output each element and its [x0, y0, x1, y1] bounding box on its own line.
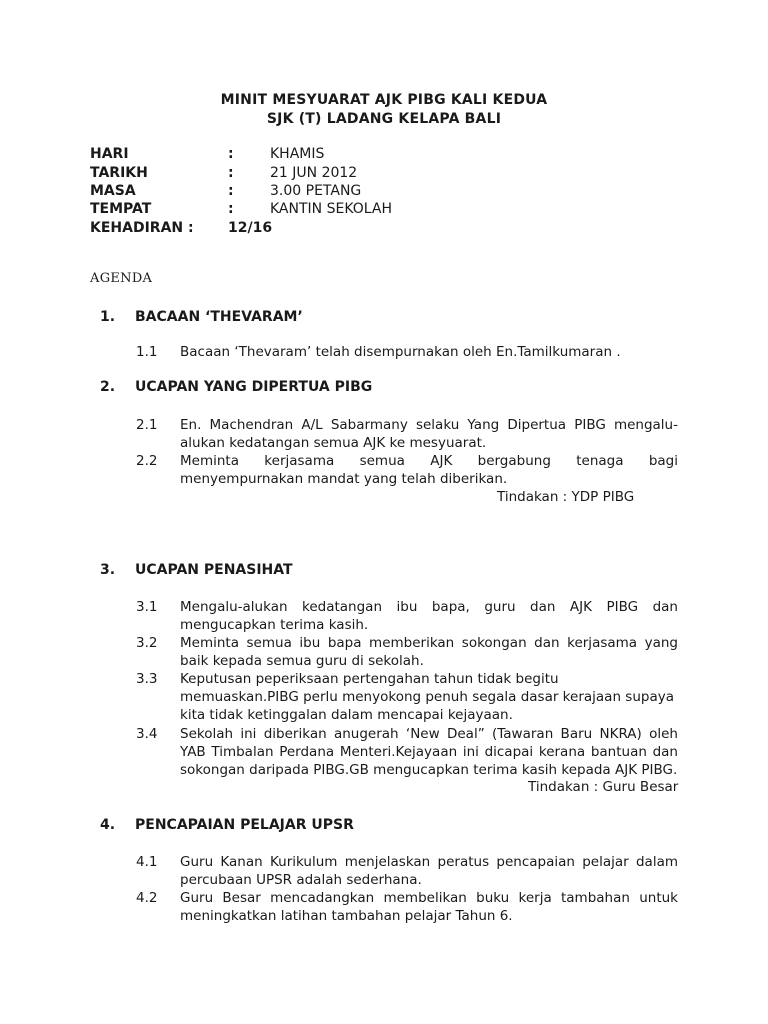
item-text: Guru Besar mencadangkan membelikan buku kerja tambahan untuk meningkatkan latihan tambahan pelajar Tahun 6. [180, 890, 678, 924]
item-text: Meminta kerjasama semua AJK bergabung tenaga bagi menyempurnakan mandat yang telah diberikan. [180, 453, 678, 487]
item-text: Keputusan peperiksaan pertengahan tahun tidak begitu memuaskan.PIBG perlu menyokong penuh segala dasar kerajaan supaya kita tidak ketinggalan dalam mencapai kejayaan. [180, 671, 674, 723]
agenda-label: AGENDA [90, 271, 153, 286]
item-text: Bacaan ‘Thevaram’ telah disempurnakan oleh En.Tamilkumaran . [180, 344, 621, 360]
info-label: KEHADIRAN : [90, 220, 194, 236]
info-value: 12/16 [228, 220, 273, 236]
info-value: KHAMIS [270, 146, 325, 162]
document-subtitle: SJK (T) LADANG KELAPA BALI [266, 111, 502, 127]
section-number: 4. [100, 817, 116, 833]
item-number: 1.1 [136, 344, 158, 360]
info-colon: : [228, 165, 234, 181]
info-value: KANTIN SEKOLAH [270, 201, 392, 217]
item-number: 4.2 [136, 890, 158, 906]
info-value: 3.00 PETANG [270, 183, 362, 199]
section-number: 3. [100, 562, 116, 578]
info-label: MASA [90, 183, 136, 199]
tindakan-note: Tindakan : YDP PIBG [497, 489, 635, 505]
item-text: Meminta semua ibu bapa memberikan sokongan dan kerjasama yang baik kepada semua guru di sekolah. [180, 635, 678, 669]
item-text: Mengalu-alukan kedatangan ibu bapa, guru dan AJK PIBG dan mengucapkan terima kasih. [180, 599, 678, 633]
section-title: BACAAN ‘THEVARAM’ [135, 309, 303, 325]
info-colon: : [228, 201, 234, 217]
item-number: 2.2 [136, 453, 158, 469]
info-colon: : [228, 183, 234, 199]
section-title: UCAPAN YANG DIPERTUA PIBG [135, 379, 373, 395]
section-number: 1. [100, 309, 116, 325]
document-title: MINIT MESYUARAT AJK PIBG KALI KEDUA [220, 92, 548, 108]
item-number: 3.3 [136, 671, 158, 687]
info-label: HARI [90, 146, 129, 162]
item-text: Sekolah ini diberikan anugerah ‘New Deal” (Tawaran Baru NKRA) oleh YAB Timbalan Perdana Menteri.Kejayaan ini dicapai kerana bantuan dan sokongan daripada PIBG.GB mengucapkan terima kasih kepada AJK PIBG. [180, 726, 678, 778]
info-value: 21 JUN 2012 [270, 165, 358, 181]
info-colon: : [228, 146, 234, 162]
item-text: En. Machendran A/L Sabarmany selaku Yang Dipertua PIBG mengalu-alukan kedatangan semua AJK ke mesyuarat. [180, 417, 678, 451]
section-title: UCAPAN PENASIHAT [135, 562, 293, 578]
item-number: 3.2 [136, 635, 158, 651]
item-number: 4.1 [136, 854, 158, 870]
tindakan-note: Tindakan : Guru Besar [528, 779, 679, 795]
item-number: 3.4 [136, 726, 158, 742]
info-label: TARIKH [90, 165, 148, 181]
item-number: 2.1 [136, 417, 158, 433]
info-label: TEMPAT [90, 201, 152, 217]
item-number: 3.1 [136, 599, 158, 615]
section-number: 2. [100, 379, 116, 395]
section-title: PENCAPAIAN PELAJAR UPSR [135, 817, 354, 833]
item-text: Guru Kanan Kurikulum menjelaskan peratus pencapaian pelajar dalam percubaan UPSR adalah sederhana. [180, 854, 678, 888]
